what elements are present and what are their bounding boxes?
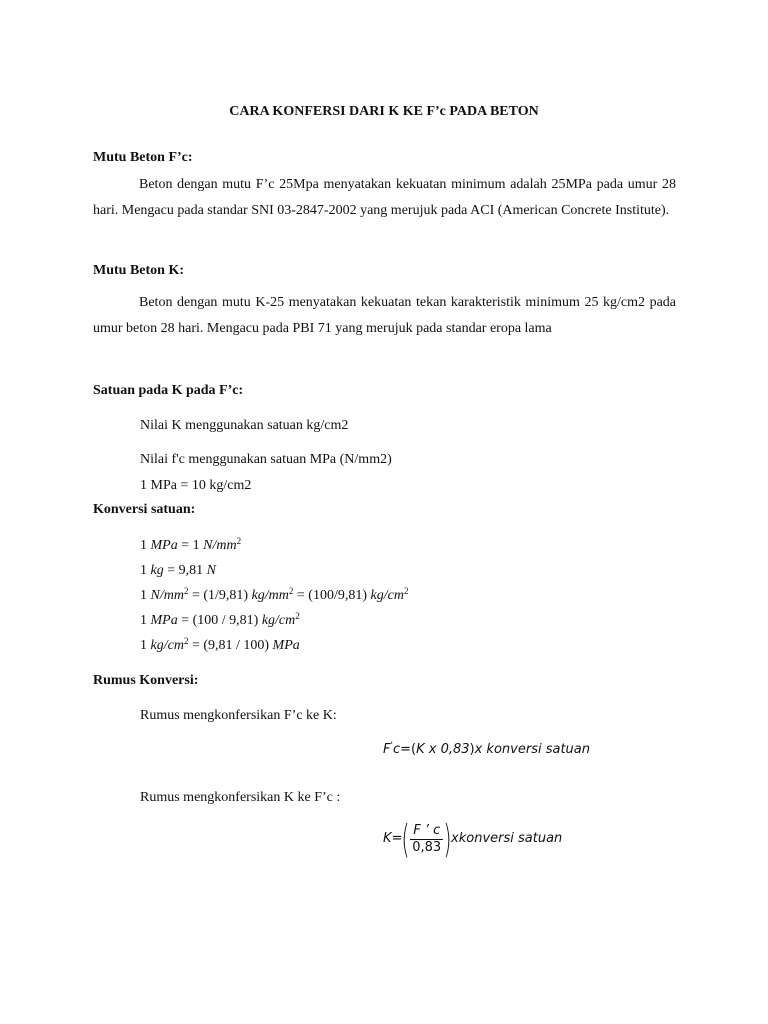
eq3-part: = (1/9,81): [188, 588, 252, 603]
eq4-part: 1: [140, 613, 151, 628]
satuan-line-k: Nilai K menggunakan satuan kg/cm2: [140, 418, 349, 433]
eq2-part: 1: [140, 563, 151, 578]
eq2-part: = 9,81: [163, 563, 207, 578]
formula1-lhs: F: [383, 742, 391, 757]
heading-mutu-fc: Mutu Beton F’c:: [93, 150, 193, 165]
paragraph-mutu-k-text: Beton dengan mutu K-25 menyatakan kekuatan tekan karakteristik minimum 25 kg/cm2 pada umur beton 28 hari. Mengacu pada PBI 71 yang merujuk pada standar eropa lama: [93, 295, 676, 336]
eq4-exponent: 2: [295, 611, 300, 621]
eq3-unit: N/mm: [150, 588, 184, 603]
formula1-c: c=: [392, 742, 412, 757]
eq1-exponent: 2: [236, 536, 242, 546]
conversion-equation-5: [140, 637, 300, 655]
conversion-equation-2: [140, 562, 216, 580]
formula2-fraction: [409, 823, 444, 856]
heading-rumus: Rumus Konversi:: [93, 673, 199, 688]
eq3-unit: kg/mm: [251, 588, 289, 603]
eq5-part: = (9,81 / 100): [188, 638, 273, 653]
conversion-equation-1: [140, 537, 241, 555]
eq4-unit: kg/cm: [261, 613, 296, 628]
eq3-part: = (100/9,81): [293, 588, 371, 603]
formula-k-to-fc: [383, 817, 563, 861]
eq2-unit: kg: [150, 563, 164, 578]
satuan-line-mpa: 1 MPa = 10 kg/cm2: [140, 478, 252, 493]
eq3-exponent: 2: [183, 586, 189, 596]
formula2-paren: ): [443, 817, 452, 861]
eq1-part: = 1: [177, 538, 204, 553]
formula1-rest: x konversi satuan: [474, 742, 590, 757]
heading-satuan: Satuan pada K pada F’c:: [93, 383, 244, 398]
paragraph-mutu-k: [93, 290, 676, 342]
eq5-unit: MPa: [272, 638, 300, 653]
rumus-line-1: Rumus mengkonfersikan F’c ke K:: [140, 708, 337, 723]
eq5-part: 1: [140, 638, 151, 653]
eq5-unit: kg/cm: [150, 638, 184, 653]
document-title: CARA KONFERSI DARI K KE F’c PADA BETON: [229, 104, 539, 119]
formula2-denominator: 0,83: [412, 839, 442, 855]
eq1-part: 1: [140, 538, 151, 553]
formula2-lhs: K=: [383, 831, 403, 846]
eq1-unit: N/mm: [203, 538, 237, 553]
formula-fc-to-k: [383, 741, 590, 759]
eq3-exponent: 2: [288, 586, 294, 596]
eq3-unit: kg/cm: [370, 588, 404, 603]
heading-mutu-k: Mutu Beton K:: [93, 263, 184, 278]
formula2-row: [383, 817, 563, 861]
eq4-unit: MPa: [150, 613, 178, 628]
rumus-line-2: Rumus mengkonfersikan K ke F’c :: [140, 790, 341, 805]
formula2-numerator: F ’ c: [410, 823, 443, 840]
eq1-unit: MPa: [150, 538, 178, 553]
paragraph-mutu-fc: [93, 172, 676, 224]
conversion-equation-3: [140, 587, 408, 605]
conversion-equation-4: [140, 612, 300, 630]
eq5-exponent: 2: [183, 636, 189, 646]
eq3-exponent: 2: [403, 586, 409, 596]
eq2-unit: N: [206, 563, 216, 578]
formula2-paren: (: [401, 817, 410, 861]
heading-konversi: Konversi satuan:: [93, 502, 196, 517]
eq3-part: 1: [140, 588, 151, 603]
satuan-line-fc: Nilai f'c menggunakan satuan MPa (N/mm2): [140, 452, 392, 467]
formula1-paren: (: [411, 742, 417, 757]
formula2-rest: xkonversi satuan: [451, 831, 563, 846]
formula1-paren: ): [469, 742, 475, 757]
formula1-prime: ': [390, 741, 393, 751]
formula1-inner: K x 0,83: [416, 742, 470, 757]
paragraph-mutu-fc-text: Beton dengan mutu F’c 25Mpa menyatakan kekuatan minimum adalah 25MPa pada umur 28 hari. Mengacu pada standar SNI 03-2847-2002 yang merujuk pada ACI (American Concrete Institute).: [93, 177, 676, 218]
eq4-part: = (100 / 9,81): [177, 613, 262, 628]
